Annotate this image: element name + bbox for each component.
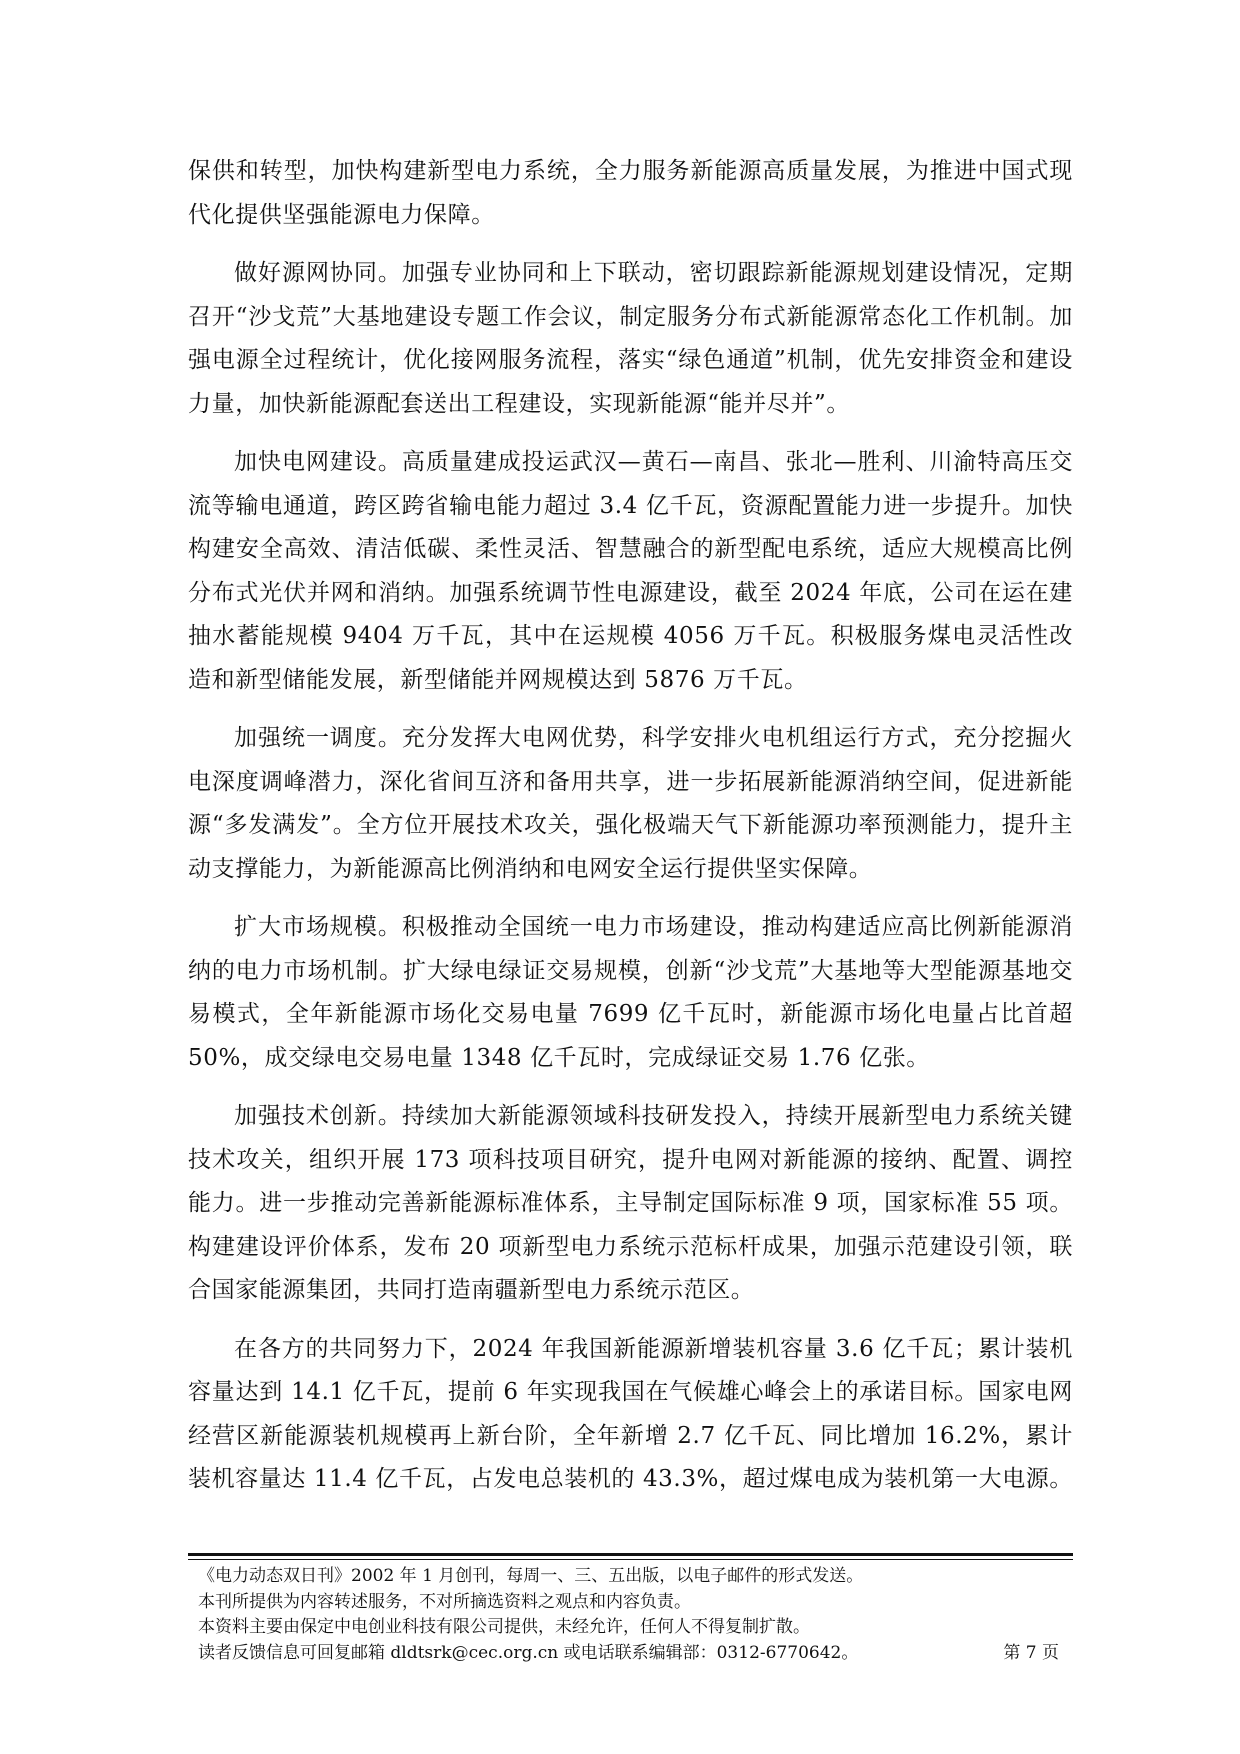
footer-divider-thick	[188, 1553, 1073, 1556]
paragraph-market-scale: 扩大市场规模。积极推动全国统一电力市场建设，推动构建适应高比例新能源消纳的电力市场机制。扩大绿电绿证交易规模，创新“沙戈荒”大基地等大型能源基地交易模式，全年新能源市场化交易电量 7699 亿千瓦时，新能源市场化电量占比首超 50%，成交绿电交易电量 1348 亿千瓦时，完成绿证交易 1.76 亿张。	[188, 914, 1073, 1071]
footer-divider-thin	[188, 1559, 1073, 1560]
paragraph-continuation: 保供和转型，加快构建新型电力系统，全力服务新能源高质量发展，为推进中国式现代化提供坚强能源电力保障。	[188, 158, 1073, 228]
footer-contact-row	[198, 1641, 1073, 1667]
paragraph-summary: 在各方的共同努力下，2024 年我国新能源新增装机容量 3.6 亿千瓦；累计装机容量达到 14.1 亿千瓦，提前 6 年实现我国在气候雄心峰会上的承诺目标。国家电网经营区新能源装机规模再上新台阶，全年新增 2.7 亿千瓦、同比增加 16.2%，累计装机容量达 11.4 亿千瓦，占发电总装机的 43.3%，超过煤电成为装机第一大电源。	[188, 1335, 1074, 1492]
page-footer	[198, 1564, 1073, 1666]
paragraph-source-grid-coordination: 做好源网协同。加强专业协同和上下联动，密切跟踪新能源规划建设情况，定期召开“沙戈荒”大基地建设专题工作会议，制定服务分布式新能源常态化工作机制。加强电源全过程统计，优化接网服务流程，落实“绿色通道”机制，优先安排资金和建设力量，加快新能源配套送出工程建设，实现新能源“能并尽并”。	[188, 260, 1073, 417]
footer-disclaimer: 本刊所提供为内容转述服务，不对所摘选资料之观点和内容负责。	[198, 1591, 691, 1612]
footer-contact: 读者反馈信息可回复邮箱 dldtsrk@cec.org.cn 或电话联系编辑部：0312-6770642。	[198, 1642, 859, 1663]
paragraph-unified-dispatch: 加强统一调度。充分发挥大电网优势，科学安排火电机组运行方式，充分挖掘火电深度调峰潜力，深化省间互济和备用共享，进一步拓展新能源消纳空间，促进新能源“多发满发”。全方位开展技术攻关，强化极端天气下新能源功率预测能力，提升主动支撑能力，为新能源高比例消纳和电网安全运行提供坚实保障。	[188, 725, 1073, 882]
footer-publication-info: 《电力动态双日刊》2002 年 1 月创刊，每周一、三、五出版，以电子邮件的形式发送。	[198, 1566, 864, 1586]
footer-copyright: 本资料主要由保定中电创业科技有限公司提供，未经允许，任何人不得复制扩散。	[198, 1617, 810, 1637]
paragraph-tech-innovation: 加强技术创新。持续加大新能源领域科技研发投入，持续开展新型电力系统关键技术攻关，组织开展 173 项科技项目研究，提升电网对新能源的接纳、配置、调控能力。进一步推动完善新能源标准体系，主导制定国际标准 9 项，国家标准 55 项。构建建设评价体系，发布 20 项新型电力系统示范标杆成果，加强示范建设引领，联合国家能源集团，共同打造南疆新型电力系统示范区。	[188, 1103, 1073, 1303]
article-body	[188, 150, 1073, 1517]
page-number: 第 7 页	[1003, 1642, 1059, 1663]
paragraph-grid-construction: 加快电网建设。高质量建成投运武汉—黄石—南昌、张北—胜利、川渝特高压交流等输电通道，跨区跨省输电能力超过 3.4 亿千瓦，资源配置能力进一步提升。加快构建安全高效、清洁低碳、柔性灵活、智慧融合的新型配电系统，适应大规模高比例分布式光伏并网和消纳。加强系统调节性电源建设，截至 2024 年底，公司在运在建抽水蓄能规模 9404 万千瓦，其中在运规模 4056 万千瓦。积极服务煤电灵活性改造和新型储能发展，新型储能并网规模达到 5876 万千瓦。	[188, 449, 1073, 693]
